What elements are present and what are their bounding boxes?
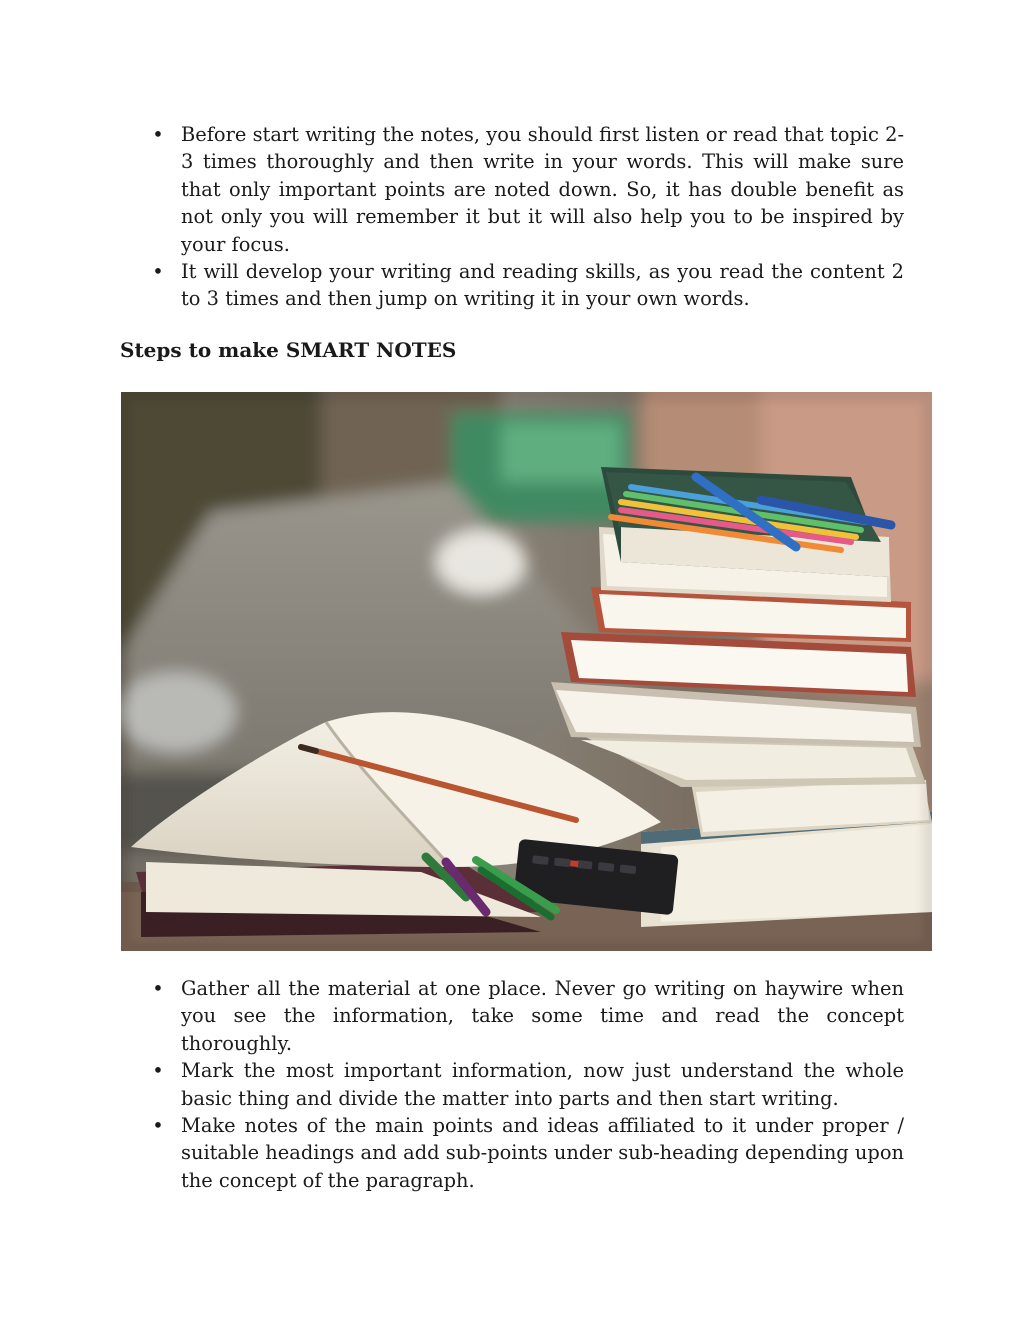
list-item <box>120 1112 904 1194</box>
list-item-text: Mark the most important information, now just understand the whole basic thing and divide the matter into parts and then start writing. <box>181 1059 904 1110</box>
list-item <box>120 975 904 1057</box>
bullet-icon: • <box>152 1059 164 1083</box>
section-heading: Steps to make SMART NOTES <box>120 338 457 362</box>
list-item-text: It will develop your writing and reading skills, as you read the content 2 to 3 times and then jump on writing it in your own words. <box>181 260 904 311</box>
list-item-text: Before start writing the notes, you should first listen or read that topic 2-3 times thoroughly and then write in your words. This will make sure that only important points are noted down. So, it has double benefit as not only you will remember it but it will also help you to be inspired by your focus. <box>181 123 904 256</box>
list-item <box>120 121 904 258</box>
list-item-text: Gather all the material at one place. Never go writing on haywire when you see the information, take some time and read the concept thoroughly. <box>181 977 904 1055</box>
bullet-icon: • <box>152 977 164 1000</box>
list-item <box>120 1057 904 1112</box>
list-item-text: Make notes of the main points and ideas affiliated to it under proper / suitable headings and add sub-points under sub-heading depending upon the concept of the paragraph. <box>181 1114 904 1192</box>
steps-bullet-list <box>120 975 904 1194</box>
intro-bullet-list <box>120 121 904 313</box>
bullet-icon: • <box>152 123 164 146</box>
bullet-icon: • <box>152 1114 164 1138</box>
list-item <box>120 258 904 313</box>
books-photo <box>121 392 932 951</box>
bullet-icon: • <box>152 260 164 284</box>
